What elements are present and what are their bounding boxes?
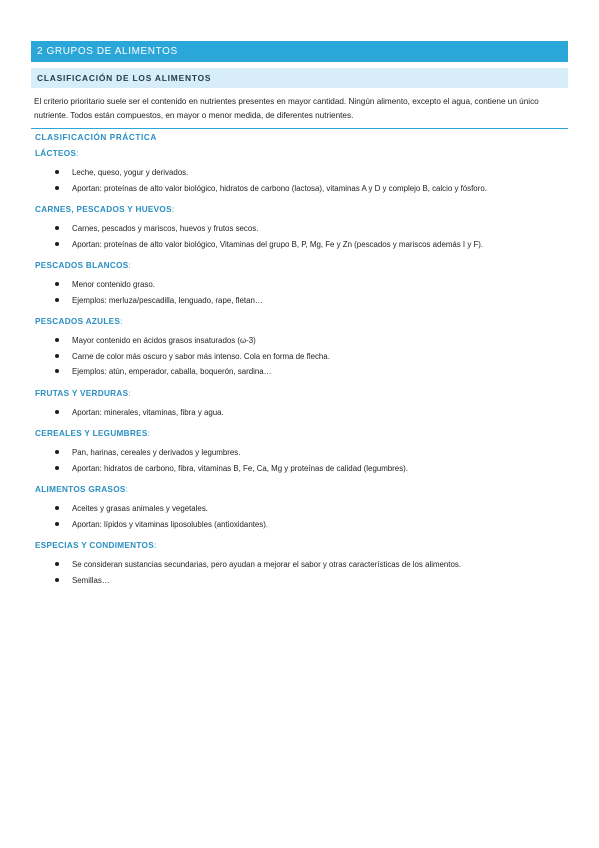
food-group-title-text: CEREALES Y LEGUMBRES <box>35 429 148 438</box>
list-item <box>31 573 568 589</box>
list-item <box>31 333 568 349</box>
bullet-icon <box>55 506 59 510</box>
bullet-list <box>31 501 568 532</box>
food-group-title <box>31 540 568 552</box>
food-group-section <box>31 148 568 196</box>
title-colon: : <box>128 261 132 270</box>
food-group-section <box>31 540 568 588</box>
food-group-section <box>31 204 568 252</box>
list-item-text: Leche, queso, yogur y derivados. <box>72 168 189 177</box>
list-item <box>31 277 568 293</box>
list-item-text: Aceites y grasas animales y vegetales. <box>72 504 208 513</box>
bullet-icon <box>55 298 59 302</box>
list-item <box>31 349 568 365</box>
bullet-icon <box>55 282 59 286</box>
section-heading: 2 GRUPOS DE ALIMENTOS <box>31 41 568 62</box>
food-group-title-text: PESCADOS AZULES <box>35 317 121 326</box>
list-item-text: Carne de color más oscuro y sabor más intenso. Cola en forma de flecha. <box>72 351 330 361</box>
bullet-list <box>31 405 568 421</box>
food-group-title <box>31 428 568 440</box>
food-group-title-text: PESCADOS BLANCOS <box>35 261 129 270</box>
bullet-list <box>31 557 568 588</box>
bullet-icon <box>55 466 59 470</box>
food-group-title-text: CARNES, PESCADOS Y HUEVOS <box>35 205 172 214</box>
list-item-text: Aportan: proteínas de alto valor biológico, Vitaminas del grupo B, P, Mg, Fe y Zn (pescados y mariscos además I y F). <box>72 239 484 249</box>
food-group-title-text: LÁCTEOS <box>35 149 77 158</box>
bullet-icon <box>55 578 59 582</box>
food-group-title <box>31 260 568 272</box>
list-item <box>31 557 568 573</box>
list-item-text: Carnes, pescados y mariscos, huevos y frutos secos. <box>72 224 259 233</box>
intro-paragraph: El criterio prioritario suele ser el contenido en nutrientes presentes en mayor cantidad. Ningún alimento, excepto el agua, contiene un único nutriente. Todos están compuestos, en mayor o menor medida, de diferentes nutrientes. <box>34 97 539 120</box>
bullet-icon <box>55 450 59 454</box>
bullet-icon <box>55 369 59 373</box>
bullet-icon <box>55 186 59 190</box>
food-group-section <box>31 388 568 421</box>
list-item <box>31 221 568 237</box>
list-item-text: Se consideran sustancias secundarias, pero ayudan a mejorar el sabor y otras características de los alimentos. <box>72 560 462 569</box>
list-item <box>31 501 568 517</box>
food-group-section <box>31 260 568 308</box>
list-item <box>31 517 568 533</box>
list-item <box>31 293 568 309</box>
list-item <box>31 237 568 253</box>
food-group-title <box>31 484 568 496</box>
list-item-text: Semillas… <box>72 575 110 585</box>
bullet-icon <box>55 338 59 342</box>
title-colon: : <box>153 541 157 550</box>
bullet-list <box>31 333 568 380</box>
title-colon: : <box>128 388 131 398</box>
food-group-section <box>31 484 568 532</box>
title-colon: : <box>76 149 79 158</box>
bullet-icon <box>55 354 59 358</box>
bullet-icon <box>55 522 59 526</box>
list-item-text: Menor contenido graso. <box>72 280 155 289</box>
food-groups <box>31 148 568 588</box>
bullet-list <box>31 221 568 252</box>
bullet-icon <box>55 242 59 246</box>
list-item-text: Aportan: lípidos y vitaminas liposolubles (antioxidantes). <box>72 519 269 529</box>
bullet-list <box>31 277 568 308</box>
divider <box>31 128 568 129</box>
bullet-icon <box>55 226 59 230</box>
list-item <box>31 445 568 461</box>
list-item <box>31 181 568 197</box>
list-item-text: Ejemplos: merluza/pescadilla, lenguado, rape, fletan… <box>72 295 263 305</box>
bullet-icon <box>55 410 59 414</box>
list-item-text: Aportan: minerales, vitaminas, fibra y agua. <box>72 407 224 417</box>
list-item-text: Ejemplos: atún, emperador, caballa, boquerón, sardina… <box>72 367 272 376</box>
list-item <box>31 364 568 380</box>
list-item-text: Pan, harinas, cereales y derivados y legumbres. <box>72 448 241 457</box>
food-group-title <box>31 204 568 216</box>
food-group-section <box>31 428 568 476</box>
document-page <box>31 41 568 588</box>
practical-heading: CLASIFICACIÓN PRÁCTICA <box>35 133 157 142</box>
title-colon: : <box>125 485 129 494</box>
bullet-icon <box>55 562 59 566</box>
food-group-section <box>31 316 568 380</box>
food-group-title <box>31 316 568 328</box>
title-colon: : <box>171 205 175 214</box>
list-item <box>31 165 568 181</box>
title-colon: : <box>120 317 123 326</box>
food-group-title <box>31 388 568 400</box>
list-item-text: Mayor contenido en ácidos grasos insaturados (ω-3) <box>72 336 256 345</box>
food-group-title-text: FRUTAS Y VERDURAS <box>35 388 129 398</box>
bullet-list <box>31 445 568 476</box>
bullet-icon <box>55 170 59 174</box>
food-group-title-text: ESPECIAS Y CONDIMENTOS <box>35 541 154 550</box>
title-colon: : <box>147 429 151 438</box>
subsection-heading: CLASIFICACIÓN DE LOS ALIMENTOS <box>31 68 568 88</box>
food-group-title <box>31 148 568 160</box>
list-item-text: Aportan: hidratos de carbono, fibra, vitaminas B, Fe, Ca, Mg y proteínas de calidad (legumbres). <box>72 463 408 473</box>
list-item <box>31 461 568 477</box>
list-item-text: Aportan: proteínas de alto valor biológico, hidratos de carbono (lactosa), vitaminas A y D y complejo B, calcio y fósforo. <box>72 183 487 193</box>
food-group-title-text: ALIMENTOS GRASOS <box>35 485 126 494</box>
list-item <box>31 405 568 421</box>
bullet-list <box>31 165 568 196</box>
